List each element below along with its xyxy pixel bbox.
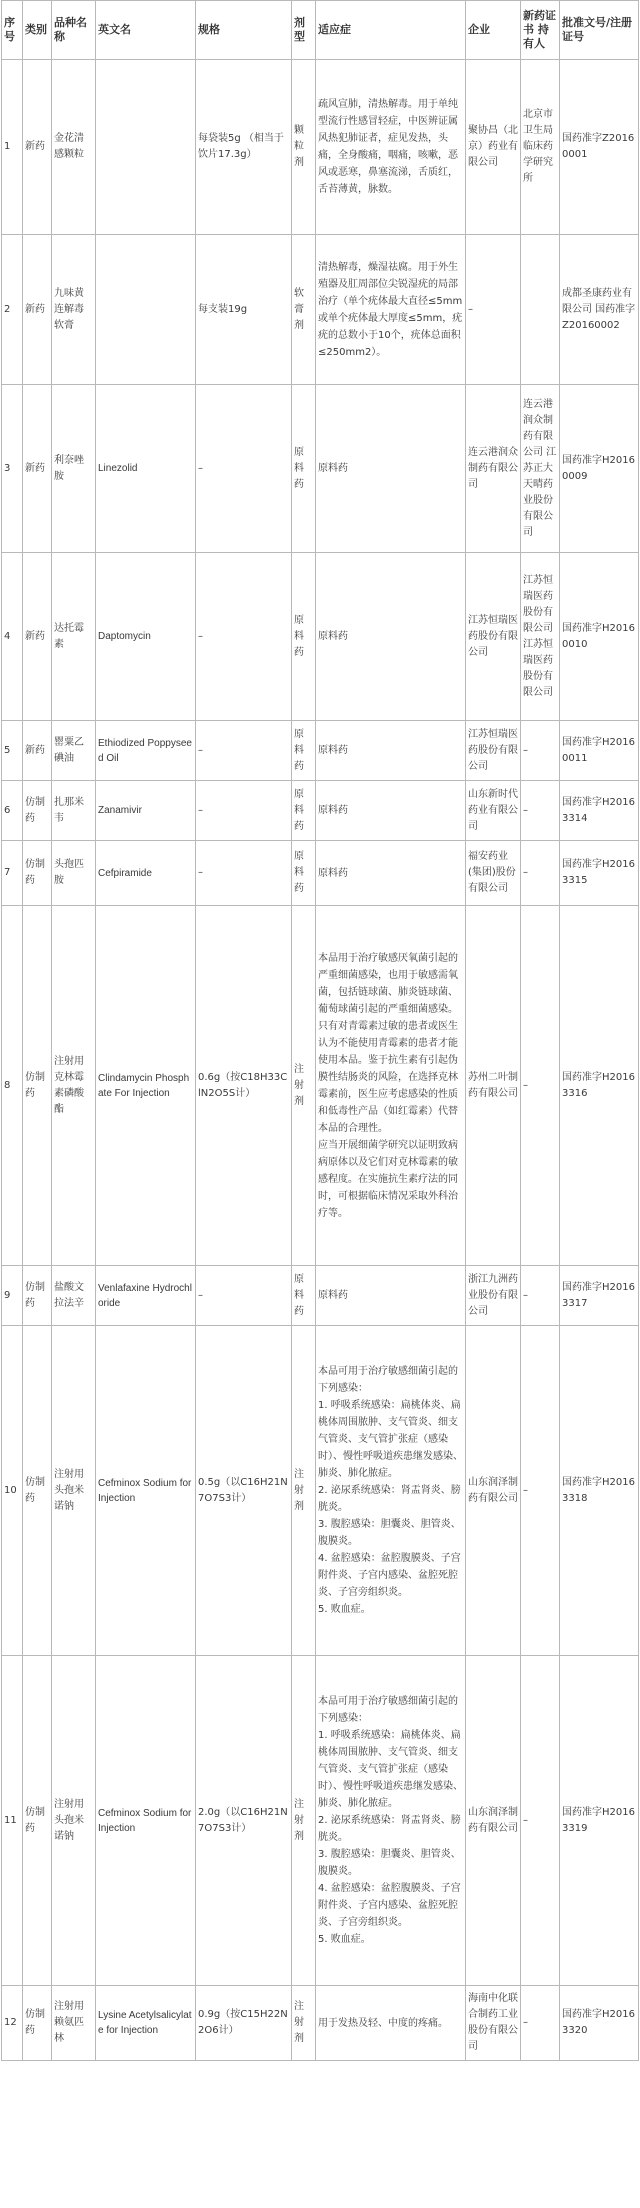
cell-dosage-form: 原料药 [292,1266,316,1326]
cell-index: 7 [2,841,23,906]
cell-english-name: Lysine Acetylsalicylate for Injection [96,1986,196,2061]
cell-english-name: Clindamycin Phosphate For Injection [96,906,196,1266]
cell-indication [316,721,466,781]
cell-dosage-form: 软膏剂 [292,235,316,385]
cell-certificate-holder: 江苏恒瑞医药股份有限公司 江苏恒瑞医药股份有限公司 [521,553,560,721]
cell-english-name [96,235,196,385]
cell-dosage-form: 注射剂 [292,906,316,1266]
indication-paragraph: 原料药 [318,867,348,879]
cell-specification: 0.5g（以C16H21N7O7S3计） [196,1326,292,1656]
cell-approval-number: 国药准字Z20160001 [560,60,639,235]
cell-dosage-form: 注射剂 [292,1986,316,2061]
cell-drug-name: 头孢匹胺 [52,841,96,906]
cell-drug-name: 九味黄连解毒软膏 [52,235,96,385]
table-row [2,841,639,906]
cell-index: 9 [2,1266,23,1326]
cell-index: 3 [2,385,23,553]
cell-indication [316,385,466,553]
cell-category: 新药 [23,553,52,721]
header-cell: 序号 [2,1,23,60]
indication-paragraph: 本品可用于治疗敏感细菌引起的下列感染： [318,1696,458,1724]
cell-dosage-form: 注射剂 [292,1326,316,1656]
cell-index: 8 [2,906,23,1266]
cell-dosage-form: 原料药 [292,841,316,906]
cell-certificate-holder: – [521,1326,560,1656]
cell-category: 仿制药 [23,1266,52,1326]
cell-certificate-holder: 连云港润众制药有限公司 江苏正大天晴药业股份有限公司 [521,385,560,553]
indication-paragraph: 5. 败血症。 [318,1934,371,1945]
cell-approval-number: 国药准字H20163319 [560,1656,639,1986]
table-row [2,1656,639,1986]
cell-category: 新药 [23,60,52,235]
indication-paragraph: 4. 盆腔感染：盆腔腹膜炎、子宫附件炎、子宫内感染、盆腔死腔炎、子宫旁组织炎。 [318,1553,461,1598]
cell-category: 新药 [23,385,52,553]
table-row [2,553,639,721]
cell-dosage-form: 原料药 [292,781,316,841]
indication-paragraph: 3. 腹腔感染：胆囊炎、胆管炎、腹膜炎。 [318,1849,461,1877]
cell-indication [316,1326,466,1656]
cell-index: 5 [2,721,23,781]
cell-index: 12 [2,1986,23,2061]
cell-company: – [466,235,521,385]
cell-specification: – [196,781,292,841]
header-cell: 新药证书 持有人 [521,1,560,60]
indication-paragraph: 本品可用于治疗敏感细菌引起的下列感染： [318,1366,458,1394]
indication-paragraph: 原料药 [318,805,348,816]
cell-specification: – [196,721,292,781]
header-cell: 类别 [23,1,52,60]
cell-company: 江苏恒瑞医药股份有限公司 [466,553,521,721]
header-cell: 企业 [466,1,521,60]
cell-approval-number: 国药准字H20160010 [560,553,639,721]
indication-paragraph: 4. 盆腔感染：盆腔腹膜炎、子宫附件炎、子宫内感染、盆腔死腔炎、子宫旁组织炎。 [318,1883,461,1928]
cell-approval-number: 国药准字H20163316 [560,906,639,1266]
cell-certificate-holder: – [521,1656,560,1986]
drug-approval-table [1,0,639,2061]
cell-specification: – [196,385,292,553]
indication-paragraph: 原料药 [318,745,348,756]
cell-specification: – [196,553,292,721]
cell-dosage-form: 注射剂 [292,1656,316,1986]
indication-paragraph: 5. 败血症。 [318,1604,371,1615]
cell-company: 聚协昌（北京）药业有限公司 [466,60,521,235]
indication-paragraph: 原料药 [318,463,348,474]
cell-index: 11 [2,1656,23,1986]
cell-certificate-holder: – [521,1266,560,1326]
cell-drug-name: 罂粟乙碘油 [52,721,96,781]
indication-paragraph: 1. 呼吸系统感染：扁桃体炎、扁桃体周围脓肿、支气管炎、细支气管炎、支气管扩张症（感染时）、慢性呼吸道疾患继发感染、肺炎、肺化脓症。 [318,1730,463,1809]
cell-drug-name: 盐酸文拉法辛 [52,1266,96,1326]
cell-category: 仿制药 [23,1326,52,1656]
indication-paragraph: 清热解毒，燥湿祛腐。用于外生殖器及肛周部位尖锐湿疣的局部治疗（单个疣体最大直径≤5mm或单个疣体最大厚度≤5mm，疣疣的总数小于10个，疣体总面积≤250mm2）。 [318,261,463,358]
cell-certificate-holder: – [521,1986,560,2061]
cell-specification: 每袋装5g （相当于饮片17.3g） [196,60,292,235]
cell-company: 浙江九洲药业股份有限公司 [466,1266,521,1326]
cell-indication [316,841,466,906]
cell-drug-name: 注射用头孢米诺钠 [52,1326,96,1656]
indication-paragraph: 1. 呼吸系统感染：扁桃体炎、扁桃体周围脓肿、支气管炎、细支气管炎、支气管扩张症（感染时）、慢性呼吸道疾患继发感染、肺炎、肺化脓症。 [318,1400,463,1479]
cell-english-name: Zanamivir [96,781,196,841]
table-row [2,235,639,385]
cell-drug-name: 利奈唑胺 [52,385,96,553]
indication-paragraph: 3. 腹腔感染：胆囊炎、胆管炎、腹膜炎。 [318,1519,461,1547]
table-row [2,721,639,781]
cell-approval-number: 国药准字H20163318 [560,1326,639,1656]
cell-english-name: Cefminox Sodium for Injection [96,1656,196,1986]
cell-specification: 0.9g（按C15H22N2O6计） [196,1986,292,2061]
table-row [2,781,639,841]
cell-dosage-form: 原料药 [292,553,316,721]
cell-category: 新药 [23,235,52,385]
cell-specification: – [196,841,292,906]
cell-category: 仿制药 [23,841,52,906]
cell-approval-number: 国药准字H20163317 [560,1266,639,1326]
cell-drug-name: 金花清感颗粒 [52,60,96,235]
cell-company: 山东润泽制药有限公司 [466,1656,521,1986]
cell-english-name: Ethiodized Poppyseed Oil [96,721,196,781]
cell-dosage-form: 原料药 [292,721,316,781]
cell-category: 新药 [23,721,52,781]
indication-paragraph: 原料药 [318,631,348,642]
header-cell: 剂型 [292,1,316,60]
table-row [2,385,639,553]
cell-specification: 每支装19g [196,235,292,385]
cell-drug-name: 注射用赖氨匹林 [52,1986,96,2061]
cell-specification: 0.6g（按C18H33ClN2O5S计） [196,906,292,1266]
cell-approval-number: 国药准字H20160011 [560,721,639,781]
table-row [2,1326,639,1656]
cell-indication [316,1986,466,2061]
cell-dosage-form: 原料药 [292,385,316,553]
cell-index: 2 [2,235,23,385]
cell-english-name: Linezolid [96,385,196,553]
indication-paragraph: 原料药 [318,1290,348,1301]
cell-company: 山东新时代药业有限公司 [466,781,521,841]
cell-approval-number: 成都圣康药业有限公司 国药准字Z20160002 [560,235,639,385]
header-cell: 适应症 [316,1,466,60]
cell-indication [316,781,466,841]
cell-certificate-holder: 北京市卫生局临床药学研究所 [521,60,560,235]
cell-drug-name: 达托霉素 [52,553,96,721]
cell-approval-number: 国药准字H20163314 [560,781,639,841]
table-row [2,906,639,1266]
cell-index: 4 [2,553,23,721]
cell-certificate-holder: – [521,721,560,781]
cell-company: 江苏恒瑞医药股份有限公司 [466,721,521,781]
cell-drug-name: 注射用头孢米诺钠 [52,1656,96,1986]
cell-company: 福安药业(集团)股份有限公司 [466,841,521,906]
cell-specification: 2.0g（以C16H21N7O7S3计） [196,1656,292,1986]
cell-english-name [96,60,196,235]
header-cell: 品种名称 [52,1,96,60]
cell-indication [316,235,466,385]
cell-index: 1 [2,60,23,235]
indication-paragraph: 2. 泌尿系统感染：肾盂肾炎、膀胱炎。 [318,1815,461,1843]
cell-certificate-holder: – [521,906,560,1266]
cell-index: 10 [2,1326,23,1656]
cell-drug-name: 扎那米韦 [52,781,96,841]
cell-category: 仿制药 [23,906,52,1266]
cell-indication [316,1266,466,1326]
cell-dosage-form: 颗粒剂 [292,60,316,235]
indication-paragraph: 应当开展细菌学研究以证明致病病原体以及它们对克林霉素的敏感程度。在实施抗生素疗法的同时，可根据临床情况采取外科治疗等。 [318,1139,458,1219]
cell-indication [316,60,466,235]
cell-english-name: Cefminox Sodium for Injection [96,1326,196,1656]
indication-paragraph: 疏风宣肺，清热解毒。用于单纯型流行性感冒轻症，中医辨证属风热犯肺证者，症见发热，头痛，全身酸痛，咽痛，咳嗽，恶风或恶寒，鼻塞流涕，舌质红，舌苔薄黄，脉数。 [318,99,458,195]
indication-paragraph: 2. 泌尿系统感染：肾盂肾炎、膀胱炎。 [318,1485,461,1513]
indication-paragraph: 本品用于治疗敏感厌氧菌引起的严重细菌感染，也用于敏感需氧菌，包括链球菌、肺炎链球菌、葡萄球菌引起的严重细菌感染。只有对青霉素过敏的患者或医生认为不能使用青霉素的患者才能使用本品。鉴于抗生素有引起伪膜性结肠炎的风险，在选择克林霉素前，医生应考虑感染的性质和低毒性产品（如红霉素）代替本品的合理性。 [318,952,458,1134]
cell-category: 仿制药 [23,781,52,841]
cell-company: 山东润泽制药有限公司 [466,1326,521,1656]
cell-drug-name: 注射用克林霉素磷酸酯 [52,906,96,1266]
header-row [2,1,639,60]
header-cell: 英文名 [96,1,196,60]
cell-approval-number: 国药准字H20163315 [560,841,639,906]
cell-category: 仿制药 [23,1656,52,1986]
cell-company: 海南中化联合制药工业股份有限公司 [466,1986,521,2061]
cell-index: 6 [2,781,23,841]
header-cell: 规格 [196,1,292,60]
cell-indication [316,906,466,1266]
cell-company: 连云港润众制药有限公司 [466,385,521,553]
cell-company: 苏州二叶制药有限公司 [466,906,521,1266]
cell-certificate-holder [521,235,560,385]
cell-certificate-holder: – [521,781,560,841]
cell-approval-number: 国药准字H20160009 [560,385,639,553]
table-row [2,1986,639,2061]
cell-english-name: Cefpiramide [96,841,196,906]
indication-paragraph: 用于发热及轻、中度的疼痛。 [318,2017,448,2029]
cell-indication [316,1656,466,1986]
cell-certificate-holder: – [521,841,560,906]
cell-english-name: Daptomycin [96,553,196,721]
table-row [2,1266,639,1326]
header-cell: 批准文号/注册证号 [560,1,639,60]
cell-english-name: Venlafaxine Hydrochloride [96,1266,196,1326]
cell-approval-number: 国药准字H20163320 [560,1986,639,2061]
cell-specification: – [196,1266,292,1326]
cell-category: 仿制药 [23,1986,52,2061]
cell-indication [316,553,466,721]
table-row [2,60,639,235]
